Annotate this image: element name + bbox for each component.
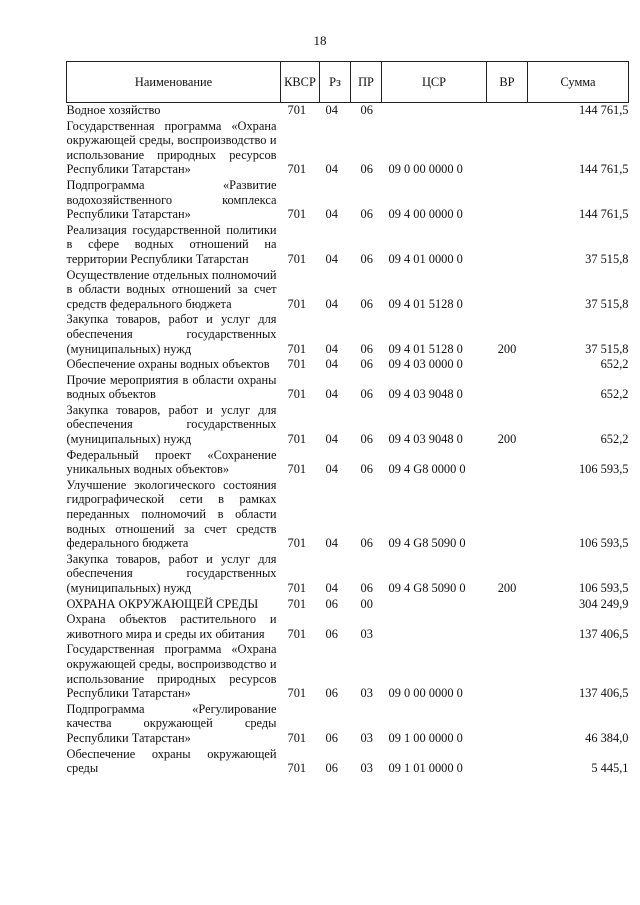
row-kvsr: 701: [287, 686, 307, 701]
row-pr: 06: [360, 296, 373, 311]
row-vr: [487, 448, 528, 478]
header-vr: ВР: [487, 62, 528, 103]
table-row: [67, 312, 629, 357]
row-sum: 652,2: [600, 387, 629, 402]
row-vr: [487, 357, 528, 373]
row-csr: 09 4 00 0000 0: [388, 207, 463, 222]
table-row: [67, 178, 629, 223]
table-row: [67, 357, 629, 373]
row-sum: 304 249,9: [578, 596, 629, 611]
header-name: Наименование: [67, 62, 281, 103]
row-rz: 06: [325, 761, 338, 776]
row-kvsr: 701: [287, 341, 307, 356]
row-name: Подпрограмма «Развитие водохозяйственного комплекса Республики Татарстан»: [66, 177, 277, 222]
row-sum: 37 515,8: [585, 251, 629, 266]
row-vr: 200: [497, 341, 517, 356]
header-sum: Сумма: [528, 62, 629, 103]
row-name: Водное хозяйство: [66, 103, 161, 117]
row-pr: 06: [360, 207, 373, 222]
row-vr: [487, 373, 528, 403]
row-rz: 06: [325, 596, 338, 611]
row-rz: 04: [325, 296, 338, 311]
table-row: [67, 119, 629, 178]
row-pr: 06: [360, 536, 373, 551]
row-name: Обеспечение охраны водных объектов: [66, 357, 270, 372]
row-sum: 37 515,8: [585, 341, 629, 356]
row-rz: 06: [325, 686, 338, 701]
header-pr: ПР: [351, 62, 382, 103]
row-kvsr: 701: [287, 462, 307, 477]
row-rz: 04: [325, 341, 338, 356]
row-name: Закупка товаров, работ и услуг для обеспечения государственных (муниципальных) нужд: [66, 402, 277, 447]
row-pr: 03: [360, 626, 373, 641]
table-row: [67, 448, 629, 478]
row-rz: 04: [325, 462, 338, 477]
row-sum: 652,2: [600, 357, 629, 372]
row-name: Осуществление отдельных полномочий в области водных отношений за счет средств федерального бюджета: [66, 267, 277, 311]
row-kvsr: 701: [287, 387, 307, 402]
row-rz: 06: [325, 626, 338, 641]
row-csr: 09 0 00 0000 0: [388, 162, 463, 177]
row-rz: 04: [325, 251, 338, 266]
row-sum: 144 761,5: [578, 207, 629, 222]
row-sum: 144 761,5: [578, 103, 629, 117]
row-csr: 09 4 01 0000 0: [388, 251, 463, 266]
row-rz: 04: [325, 162, 338, 177]
row-csr: [382, 597, 487, 613]
row-csr: 09 4 03 9048 0: [388, 387, 463, 402]
header-rz: Рз: [320, 62, 351, 103]
row-name: Федеральный проект «Сохранение уникальных водных объектов»: [66, 447, 277, 477]
table-row: [67, 747, 629, 777]
row-rz: 06: [325, 730, 338, 745]
row-pr: 06: [360, 251, 373, 266]
row-sum: 106 593,5: [578, 536, 629, 551]
table-row: [67, 103, 629, 119]
row-kvsr: 701: [287, 432, 307, 447]
row-name: Улучшение экологического состояния гидрографической сети в рамках переданных полномочий в области водных отношений за счет средств федерального бюджета: [66, 477, 277, 551]
row-vr: [487, 268, 528, 313]
row-name: Реализация государственной политики в сфере водных отношений на территории Республики Татарстан: [66, 222, 277, 266]
row-vr: 200: [497, 432, 517, 447]
row-rz: 04: [325, 357, 338, 372]
page-number: 18: [313, 33, 327, 48]
row-sum: 137 406,5: [578, 626, 629, 641]
row-pr: 00: [360, 596, 373, 611]
row-pr: 06: [360, 432, 373, 447]
header-csr: ЦСР: [382, 62, 487, 103]
row-vr: [487, 642, 528, 701]
row-pr: 03: [360, 730, 373, 745]
row-csr: 09 0 00 0000 0: [388, 686, 463, 701]
row-kvsr: 701: [287, 103, 307, 117]
row-csr: 09 4 01 5128 0: [388, 296, 463, 311]
row-vr: [487, 747, 528, 777]
row-name: Государственная программа «Охрана окружающей среды, воспроизводство и использование природных ресурсов Республики Татарстан»: [66, 118, 277, 177]
row-vr: [487, 597, 528, 613]
row-kvsr: 701: [287, 296, 307, 311]
row-rz: 04: [325, 387, 338, 402]
row-name: Подпрограмма «Регулирование качества окружающей среды Республики Татарстан»: [66, 701, 277, 745]
table-row: [67, 478, 629, 552]
row-kvsr: 701: [287, 596, 307, 611]
row-pr: 06: [360, 581, 373, 595]
row-kvsr: 701: [287, 761, 307, 776]
budget-table: [66, 61, 629, 777]
table-header: [67, 62, 629, 103]
row-rz: 04: [325, 432, 338, 447]
row-rz: 04: [325, 581, 338, 595]
table-row: [67, 268, 629, 313]
row-kvsr: 701: [287, 162, 307, 177]
row-name: ОХРАНА ОКРУЖАЮЩЕЙ СРЕДЫ: [66, 596, 259, 611]
row-sum: 106 593,5: [578, 462, 629, 477]
row-pr: 03: [360, 686, 373, 701]
row-csr: 09 4 01 5128 0: [388, 341, 463, 356]
row-csr: 09 1 00 0000 0: [388, 730, 463, 745]
row-name: Закупка товаров, работ и услуг для обеспечения государственных (муниципальных) нужд: [66, 551, 277, 595]
row-vr: [487, 612, 528, 642]
row-sum: 46 384,0: [585, 730, 629, 745]
row-sum: 144 761,5: [578, 162, 629, 177]
row-vr: [487, 478, 528, 552]
row-vr: [487, 178, 528, 223]
row-name: Прочие мероприятия в области охраны водных объектов: [66, 372, 277, 402]
row-sum: 37 515,8: [585, 296, 629, 311]
row-csr: [382, 103, 487, 119]
row-csr: 09 4 03 0000 0: [388, 357, 463, 372]
row-rz: 04: [325, 103, 338, 117]
row-csr: 09 4 G8 0000 0: [388, 462, 466, 477]
row-kvsr: 701: [287, 626, 307, 641]
row-kvsr: 701: [287, 207, 307, 222]
table-row: [67, 612, 629, 642]
table-row: [67, 597, 629, 613]
row-rz: 04: [325, 536, 338, 551]
table-row: [67, 403, 629, 448]
row-csr: 09 4 G8 5090 0: [388, 536, 466, 551]
row-csr: 09 4 G8 5090 0: [388, 581, 466, 595]
row-csr: 09 4 03 9048 0: [388, 432, 463, 447]
row-kvsr: 701: [287, 581, 307, 595]
row-pr: 03: [360, 761, 373, 776]
row-pr: 06: [360, 357, 373, 372]
row-kvsr: 701: [287, 536, 307, 551]
table-row: [67, 552, 629, 597]
row-sum: 106 593,5: [578, 581, 629, 595]
row-name: Охрана объектов растительного и животного мира и среды их обитания: [66, 612, 277, 641]
row-kvsr: 701: [287, 357, 307, 372]
row-vr: [487, 103, 528, 119]
row-csr: 09 1 01 0000 0: [388, 761, 463, 776]
row-csr: [382, 612, 487, 642]
row-vr: [487, 223, 528, 268]
row-pr: 06: [360, 341, 373, 356]
row-vr: [487, 702, 528, 747]
row-name: Государственная программа «Охрана окружающей среды, воспроизводство и использование природных ресурсов Республики Татарстан»: [66, 642, 277, 701]
row-vr: [487, 119, 528, 178]
header-kvsr: КВСР: [281, 62, 320, 103]
table-row: [67, 702, 629, 747]
row-pr: 06: [360, 387, 373, 402]
table-row: [67, 642, 629, 701]
table-row: [67, 223, 629, 268]
row-rz: 04: [325, 207, 338, 222]
row-pr: 06: [360, 462, 373, 477]
row-name: Закупка товаров, работ и услуг для обеспечения государственных (муниципальных) нужд: [66, 312, 277, 356]
row-vr: 200: [497, 581, 517, 595]
row-sum: 652,2: [600, 432, 629, 447]
table-body: [67, 103, 629, 777]
row-kvsr: 701: [287, 730, 307, 745]
row-name: Обеспечение охраны окружающей среды: [66, 746, 277, 776]
row-sum: 137 406,5: [578, 686, 629, 701]
table-row: [67, 373, 629, 403]
row-sum: 5 445,1: [591, 761, 629, 776]
row-kvsr: 701: [287, 251, 307, 266]
row-pr: 06: [360, 103, 373, 117]
row-pr: 06: [360, 162, 373, 177]
